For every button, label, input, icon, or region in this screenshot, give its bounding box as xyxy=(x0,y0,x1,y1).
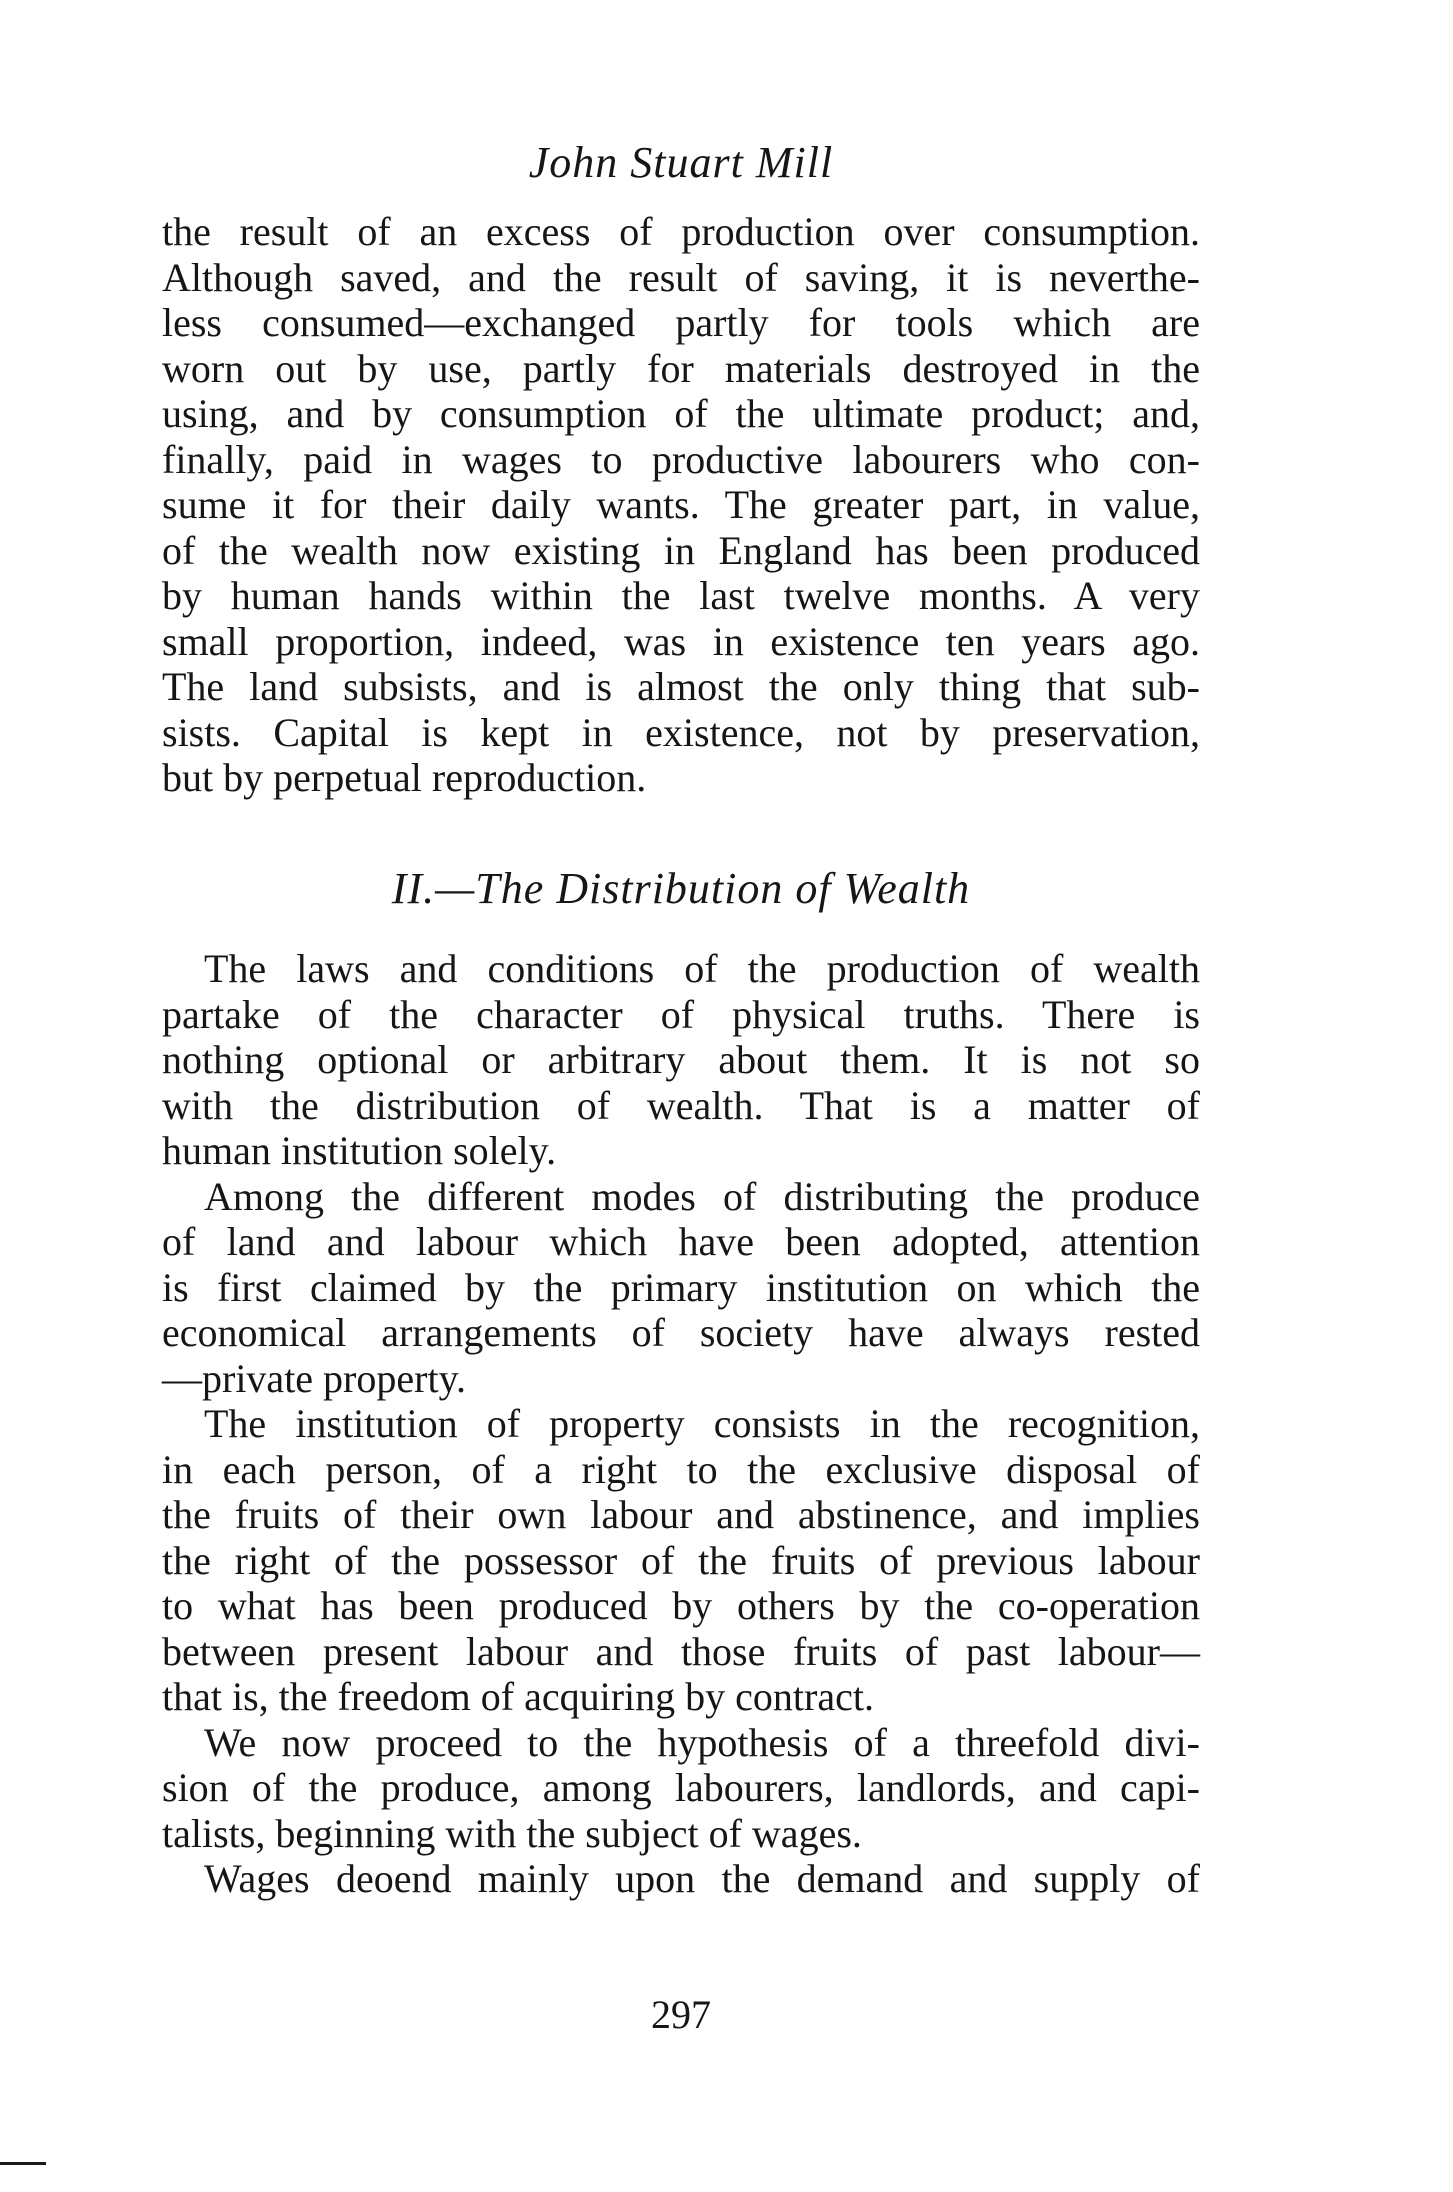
section-heading: II.—The Distribution of Wealth xyxy=(391,864,971,913)
paragraph xyxy=(162,946,1200,1174)
paragraph xyxy=(162,1174,1200,1402)
text-line: The laws and conditions of the production of wealth xyxy=(204,946,1200,991)
text-line: sion of the produce, among labourers, landlords, and capi- xyxy=(162,1765,1200,1810)
text-line: between present labour and those fruits of past labour— xyxy=(162,1628,1200,1674)
text-line: partake of the character of physical truths. There is xyxy=(162,991,1200,1037)
text-line: but by perpetual reproduction. xyxy=(162,755,647,800)
text-line: Among the different modes of distributing the produce xyxy=(204,1173,1200,1219)
text-line: human institution solely. xyxy=(162,1128,557,1173)
text-line: the right of the possessor of the fruits of previous labour xyxy=(162,1537,1200,1583)
running-head: John Stuart Mill xyxy=(528,138,834,187)
paragraph xyxy=(162,1720,1200,1857)
text-line: sume it for their daily wants. The greater part, in value, xyxy=(162,482,1200,527)
text-line: —private property. xyxy=(162,1355,466,1401)
text-line: less consumed—exchanged partly for tools which are xyxy=(162,300,1200,345)
text-line: by human hands within the last twelve months. A very xyxy=(162,573,1200,618)
text-line: using, and by consumption of the ultimate product; and, xyxy=(162,391,1200,436)
text-line: to what has been produced by others by the co-operation xyxy=(162,1583,1200,1628)
text-line: worn out by use, partly for materials destroyed in the xyxy=(162,345,1200,391)
text-line: nothing optional or arbitrary about them. It is not so xyxy=(162,1037,1200,1082)
text-line: the result of an excess of production over consumption. xyxy=(162,209,1200,254)
paragraph xyxy=(162,1856,1200,1902)
text-line: of land and labour which have been adopted, attention xyxy=(162,1219,1200,1264)
scan-edge-mark xyxy=(0,2162,46,2165)
text-line: Wages deoend mainly upon the demand and supply of xyxy=(204,1856,1200,1901)
continuation-paragraph xyxy=(162,209,1200,801)
paragraph xyxy=(162,1401,1200,1720)
text-line: small proportion, indeed, was in existence ten years ago. xyxy=(162,618,1200,664)
text-line: The institution of property consists in the recognition, xyxy=(204,1401,1200,1446)
text-line: sists. Capital is kept in existence, not by preservation, xyxy=(162,709,1200,755)
section-body xyxy=(162,946,1200,1902)
text-line: the fruits of their own labour and abstinence, and implies xyxy=(162,1492,1200,1537)
text-line: that is, the freedom of acquiring by contract. xyxy=(162,1674,874,1719)
text-line: The land subsists, and is almost the only thing that sub- xyxy=(162,664,1200,709)
text-line: finally, paid in wages to productive labourers who con- xyxy=(162,436,1200,482)
text-line: of the wealth now existing in England has been produced xyxy=(162,527,1200,573)
text-line: in each person, of a right to the exclusive disposal of xyxy=(162,1446,1200,1492)
text-line: We now proceed to the hypothesis of a threefold divi- xyxy=(204,1719,1200,1765)
text-line: is first claimed by the primary institution on which the xyxy=(162,1264,1200,1310)
text-line: talists, beginning with the subject of wages. xyxy=(162,1810,862,1856)
text-line: with the distribution of wealth. That is a matter of xyxy=(162,1082,1200,1128)
text-line: Although saved, and the result of saving, it is neverthe- xyxy=(162,254,1200,300)
page-number: 297 xyxy=(651,1992,711,2037)
text-line: economical arrangements of society have always rested xyxy=(162,1310,1200,1355)
